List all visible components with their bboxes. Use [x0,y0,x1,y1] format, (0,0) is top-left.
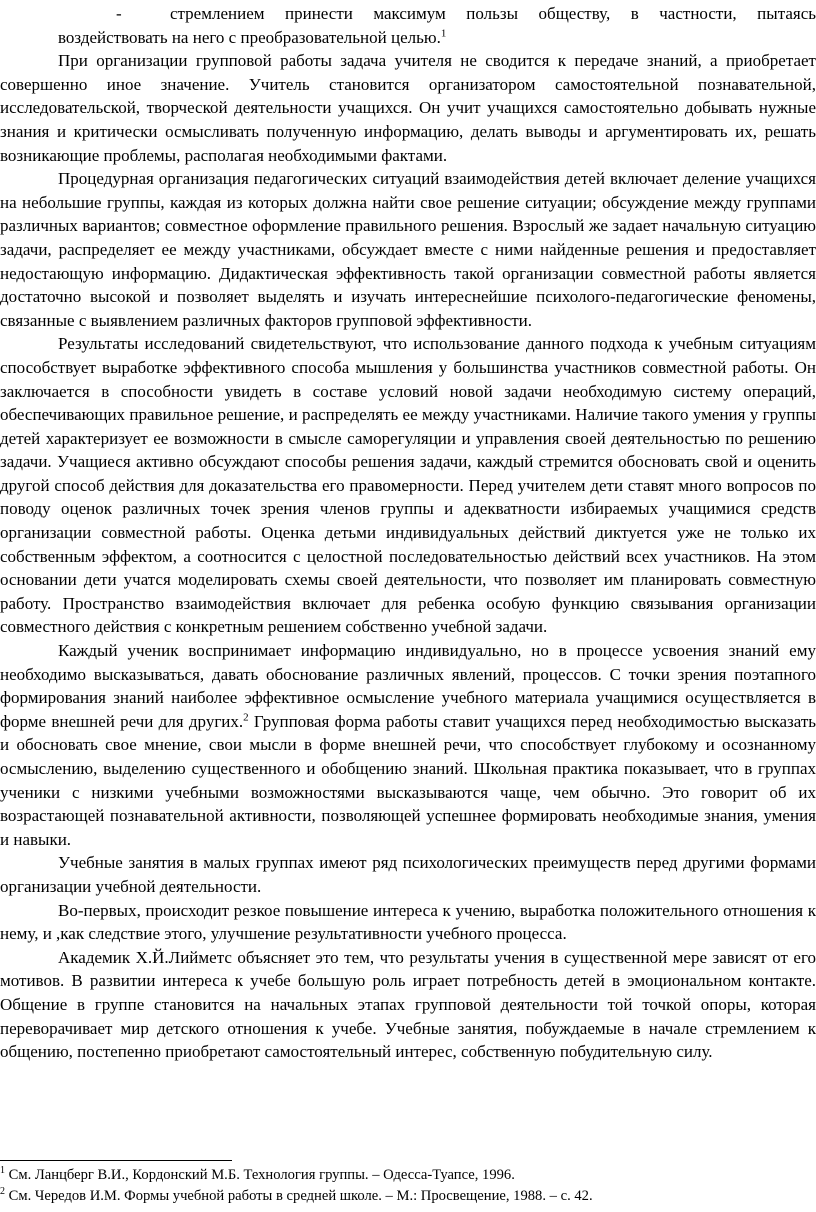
footnotes-section [0,1160,816,1207]
footnote-text-2: См. Чередов И.М. Формы учебной работы в средней школе. – М.: Просвещение, 1988. – с. 42. [5,1188,593,1204]
paragraph-individual-perception [0,639,816,851]
paragraph-text-after-ref: Групповая форма работы ставит учащихся перед необходимостью высказать и обосновать свое мнение, свои мысли в форме внешней речи, что способствует глубокому и осознанному осмыслению, выделению существенного и обобщению знаний. Школьная практика показывает, что в группах ученики с низкими учебными возможностями высказываются чаще, чем обычно. Это говорит об их возрастающей познавательной активности, позволяющей успешнее формировать необходимые знания, умения и навыки. [0,711,816,849]
footnote-number-2: 2 [0,1186,5,1198]
footnote-2 [0,1186,816,1207]
paragraph-firstly: Во-первых, происходит резкое повышение интереса к учению, выработка положительного отношения к нему, и ,как следствие этого, улучшение результативности учебного процесса. [0,900,816,944]
footnote-1 [0,1165,816,1186]
intro-item-body: стремлением принести максимум пользы обществу, в частности, пытаясь воздействовать на него с преобразовательной целью. [58,4,816,47]
footnote-ref-1[interactable]: 1 [440,26,447,39]
paragraph-teacher-role: При организации групповой работы задача учителя не сводится к передаче знаний, а приобретает совершенно иное значение. Учитель становится организатором самостоятельной познавательной, исследовательской, творческой деятельности учащихся. Он учит учащихся самостоятельно добывать нужные знания и критически осмысливать полученную информацию, делать выводы и аргументировать их, решать возникающие проблемы, располагая необходимыми фактами. [0,51,816,165]
footnote-ref-2[interactable]: 2 [243,711,249,724]
paragraph-procedural-organization: Процедурная организация педагогических ситуаций взаимодействия детей включает деление учащихся на небольшие группы, каждая из которых должна найти свое решение ситуации; обсуждение между группами различных вариантов; совместное оформление правильного решения. Взрослый же задает начальную ситуацию задачи, распределяет ее между участниками, обсуждает вместе с ними найденные решения и предоставляет недостающую информацию. Дидактическая эффективность такой организации совместной работы является достаточно высокой и позволяет выделять и изучать интереснейшие психолого-педагогические феномены, связанные с выявлением различных факторов групповой эффективности. [0,169,816,330]
footnote-number-1: 1 [0,1165,5,1177]
document-page [0,2,816,1064]
footnote-divider [0,1160,232,1161]
paragraph-research-results: Результаты исследований свидетельствуют, что использование данного подхода к учебным ситуациям способствует выработке эффективного способа мышления у большинства участников совместной работы. Он заключается в способности увидеть в составе условий новой задачи необходимую систему операций, обеспечивающих правильное решение, и распределять ее между участниками. Наличие такого умения у группы детей характеризует ее возможности в смысле саморегуляции и управления своей деятельностью по решению задачи. Учащиеся активно обсуждают способы решения задачи, каждый стремится обосновать свой и оценить другой способ действия для доказательства его правомерности. Перед учителем дети ставят много вопросов по поводу оценок различных точек зрения членов группы и адекватности избираемых учащимися средств организации совместной работы. Оценка детьми индивидуальных действий диктуется уже не только их собственным эффектом, а соотносится с целостной последовательностью действий всех участников. На этом основании дети учатся моделировать схемы своей деятельности, что позволяет им планировать совместную работу. Пространство взаимодействия включает для ребенка особую функцию связывания организации совместного действия с конкретным решением собственно учебной задачи. [0,334,816,637]
intro-item-text [58,2,816,49]
footnote-text-1: См. Ланцберг В.И., Кордонский М.Б. Технология группы. – Одесса-Туапсе, 1996. [5,1167,515,1183]
intro-list-item [0,2,816,49]
list-dash: - [116,4,122,23]
paragraph-text-before-ref: Каждый ученик воспринимает информацию индивидуально, но в процессе усвоения знаний ему необходимо высказываться, давать обоснование различных явлений, процессов. С точки зрения поэтапного формирования знаний наиболее эффективное осмысление учебного материала учащимися осуществляется в форме внешней речи для других. [0,641,816,731]
paragraph-small-groups: Учебные занятия в малых группах имеют ряд психологических преимуществ перед другими формами организации учебной деятельности. [0,853,816,896]
paragraph-liimets: Академик Х.Й.Лийметс объясняет это тем, что результаты учения в существенной мере зависят от его мотивов. В развитии интереса к учебе большую роль играет потребность детей в эмоциональном контакте. Общение в группе становится на начальных этапах групповой деятельности той точкой опоры, которая переворачивает мир детского отношения к учебе. Учебные занятия, побуждаемые в начале стремлением к общению, постепенно приобретают самостоятельный интерес, собственную побудительную силу. [0,947,816,1062]
